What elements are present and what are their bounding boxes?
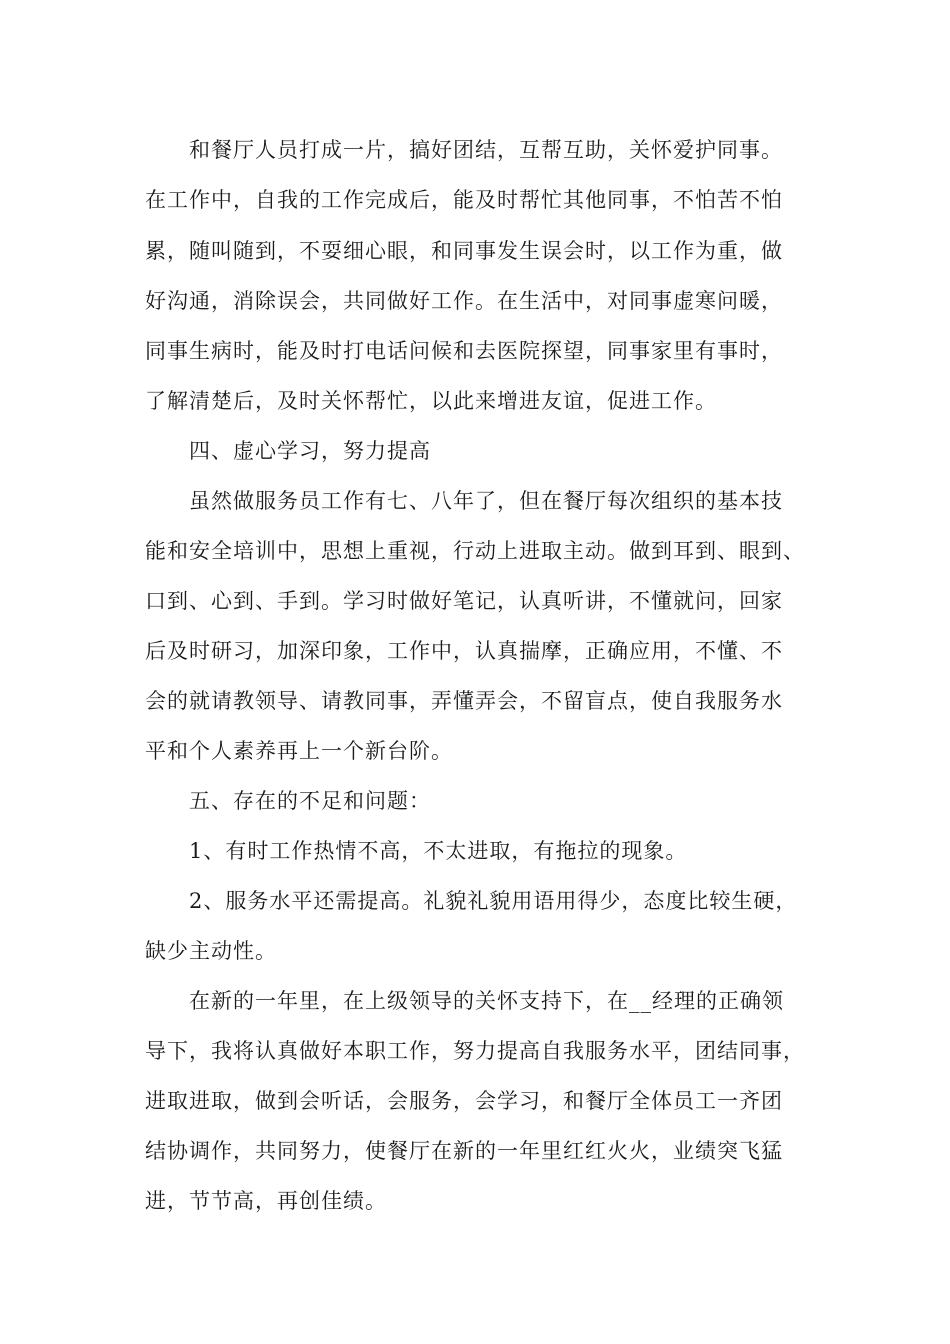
list-item: 2、服务水平还需提高。礼貌礼貌用语用得少，态度比较生硬，	[189, 889, 798, 913]
text-line: 在新的一年里，在上级领导的关怀支持下，在__经理的正确领	[189, 989, 784, 1013]
text-line: 了解清楚后，及时关怀帮忙，以此来增进友谊，促进工作。	[145, 389, 717, 413]
section-heading: 四、虚心学习，努力提高	[189, 439, 431, 463]
text-line: 累，随叫随到，不耍细心眼，和同事发生误会时，以工作为重，做	[145, 239, 783, 263]
text-line: 同事生病时，能及时打电话问候和去医院探望，同事家里有事时，	[145, 339, 783, 363]
text-line: 在工作中，自我的工作完成后，能及时帮忙其他同事，不怕苦不怕	[145, 188, 783, 212]
list-item: 1、有时工作热情不高，不太进取，有拖拉的现象。	[189, 839, 688, 863]
text-line: 后及时研习，加深印象，工作中，认真揣摩，正确应用，不懂、不	[145, 639, 783, 663]
text-line: 会的就请教领导、请教同事，弄懂弄会，不留盲点，使自我服务水	[145, 689, 783, 713]
text-line: 进取进取，做到会听话，会服务，会学习，和餐厅全体员工一齐团	[145, 1089, 783, 1113]
text-line: 好沟通，消除误会，共同做好工作。在生活中，对同事虚寒问暖，	[145, 289, 783, 313]
section-heading: 五、存在的不足和问题：	[189, 789, 431, 813]
text-line: 结协调作，共同努力，使餐厅在新的一年里红红火火，业绩突飞猛	[145, 1139, 783, 1163]
text-line: 虽然做服务员工作有七、八年了，但在餐厅每次组织的基本技	[189, 489, 783, 513]
text-line: 能和安全培训中，思想上重视，行动上进取主动。做到耳到、眼到、	[145, 539, 805, 563]
text-line: 进，节节高，再创佳绩。	[145, 1189, 387, 1213]
text-line: 口到、心到、手到。学习时做好笔记，认真听讲，不懂就问，回家	[145, 589, 783, 613]
text-line: 和餐厅人员打成一片，搞好团结，互帮互助，关怀爱护同事。	[189, 138, 783, 162]
text-line: 平和个人素养再上一个新台阶。	[145, 739, 453, 763]
text-line: 导下，我将认真做好本职工作，努力提高自我服务水平，团结同事，	[145, 1039, 805, 1063]
text-line: 缺少主动性。	[145, 939, 277, 963]
